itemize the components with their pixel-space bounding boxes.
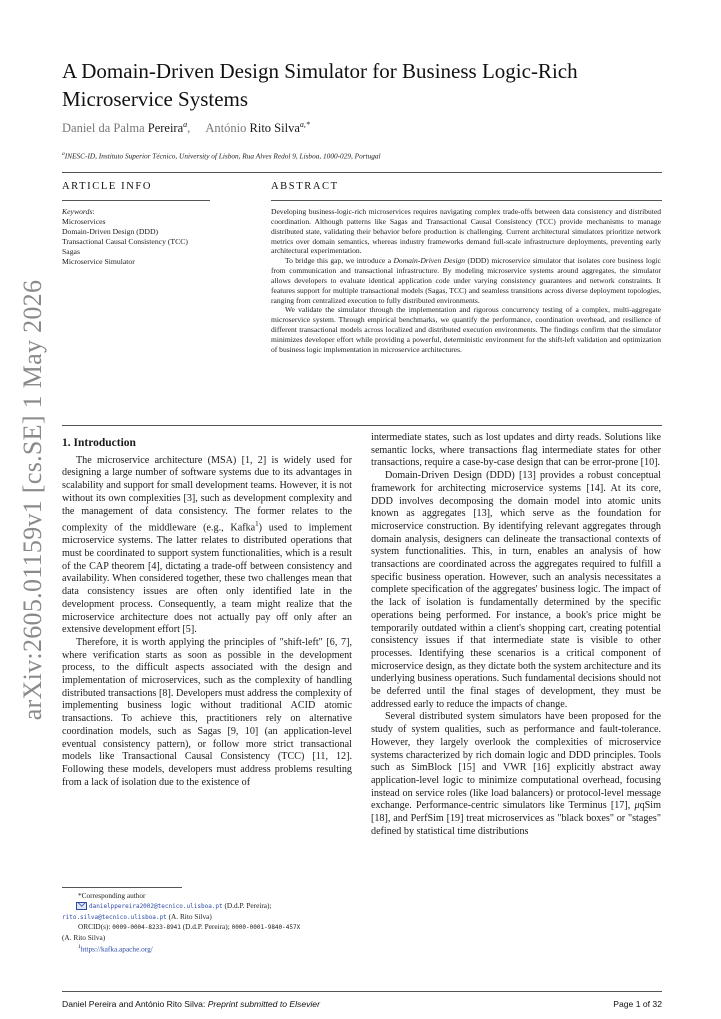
body-paragraph: intermediate states, such as lost updates and dirty reads. Solutions like semantic locks, where transactions flag intermediate states for other transactions, require a case-by-case design that can be error-prone [10]. xyxy=(371,432,661,469)
keyword: Microservice Simulator xyxy=(62,257,135,266)
abstract-paragraph: We validate the simulator through the implementation and rigorous concurrency testing of a complex, multi-aggregate microservice system. Through empirical benchmarks, we quantify the performance, coordination overhead, and resilience of different transactional models across localized and distributed execution environments. The findings confirm that the simulator minimizes developer effort while providing a powerful, deterministic environment for the shift-left validation and optimization of business logic implementation in microservice architectures. xyxy=(271,305,661,354)
left-column xyxy=(62,437,352,789)
email-line: rito.silva@tecnico.ulisboa.pt (A. Rito Silva) xyxy=(62,911,212,921)
body-paragraph: Domain-Driven Design (DDD) [13] provides a robust conceptual framework for architecting microservice systems [14]. At its core, DDD involves decomposing the domain model into atomic units known as aggregates [13], which serve as the foundation for microservice construction. By identifying relevant aggregates through domain analysis, designers can delineate the transactional contexts of system functionalities. This, in turn, enables an analysis of how transactions are coordinated across the aggregates required to fulfill a specific business operation. However, such an analysis necessitates a complete specification of the aggregates' business logic. The impact of the lack of isolation is fundamentally determined by the specific operations being performed. For instance, a book's price might be temporarily outdated within a client's shopping cart, creating potential consistency issues if that intermediate state is visible to other processes. Identifying these scenarios is a critical component of microservice design, as they dictate both the system architecture and its underlying business operations. Such fundamental decisions should not be deferred until the final stages of development, they must be addressed early to reduce the impacts of change. xyxy=(371,470,661,710)
divider xyxy=(271,200,662,201)
email-icon xyxy=(76,902,87,910)
footer-status: Preprint submitted to Elsevier xyxy=(207,999,320,1009)
footnote-1: $^1$https://kafka.apache.org/ xyxy=(78,943,153,954)
page-number: Page 1 of 32 xyxy=(613,999,662,1009)
right-column xyxy=(371,432,661,839)
email-link[interactable]: rito.silva@tecnico.ulisboa.pt xyxy=(62,913,167,921)
corresponding-author-note: *Corresponding author xyxy=(78,891,146,900)
keyword: Sagas xyxy=(62,247,80,256)
body-paragraph: Therefore, it is worth applying the principles of "shift-left" [6, 7], where verification starts as soon as possible in the development process, to the difficult aspects associated with the design and implementation of microservices, such as the complexity of handling distributed transactions [8]. Developers must address the complexity of implementing business logic without traditional ACID atomic transactions. To achieve this, practitioners rely on alternative coordination models, such as Sagas [9, 10] (an application-level eventual consistency pattern), or follow more strict transactional models like Transactional Causal Consistency (TCC) [11, 12]. Following these models, developers must address problems resulting from a lack of isolation due to the existence of xyxy=(62,636,352,788)
divider xyxy=(62,425,662,426)
keyword: Transactional Causal Consistency (TCC) xyxy=(62,237,188,246)
email-line: danielppereira2002@tecnico.ulisboa.pt (D.d.P. Pereira); xyxy=(62,901,352,912)
affiliation: $^a$INESC-ID, Instituto Superior Técnico, University of Lisbon, Rua Alves Redol 9, Lisboa, 1000-029, Portugal xyxy=(62,151,381,161)
footnote-rule xyxy=(62,887,182,888)
footer-rule xyxy=(62,991,662,992)
orcid-line: (A. Rito Silva) xyxy=(62,933,106,943)
abstract-heading: ABSTRACT xyxy=(271,181,339,192)
divider xyxy=(62,200,210,201)
keyword: Domain-Driven Design (DDD) xyxy=(62,227,159,236)
paper-title: A Domain-Driven Design Simulator for Business Logic-Rich Microservice Systems xyxy=(62,59,578,111)
abstract-paragraph: Developing business-logic-rich microservices requires navigating complex trade-offs between data consistency and distributed coordination. Although patterns like Sagas and Transactional Causal Consistency (TCC) provide mechanisms to manage distributed state, validating their behavior before production is challenging. Current architectural simulators prioritize network metrics over domain semantics, whereas industry frameworks demand full-scale infrastructure deployments, preventing early architectural experimentation. xyxy=(271,207,661,256)
abstract-paragraph: To bridge this gap, we introduce a Domain-Driven Design (DDD) microservice simulator that isolates core business logic from communication and transactional infrastructure. By modeling microservice systems around aggregates, the simulator allows developers to evaluate identical application code under varying consistency guarantees and network constraints. It features support for multiple transactional models (Sagas, TCC) and seamless transitions across diverse deployment topologies, ranging from centralized execution to fully distributed environments. xyxy=(271,256,661,305)
footer-authors: Daniel Pereira and António Rito Silva: xyxy=(62,999,208,1009)
author-list xyxy=(62,120,310,136)
author: António Rito Silva$^{a,*}$ xyxy=(205,120,310,136)
divider xyxy=(62,172,662,173)
section-heading: 1. Introduction xyxy=(62,437,136,449)
email-link[interactable]: danielppereira2002@tecnico.ulisboa.pt xyxy=(89,902,223,910)
author: Daniel da Palma Pereira$^a$, xyxy=(62,120,191,136)
arxiv-id: arXiv:2605.01159v1 [cs.SE] 1 May 2026 xyxy=(18,279,47,721)
footnote-link[interactable]: https://kafka.apache.org/ xyxy=(80,944,153,954)
arxiv-stamp xyxy=(8,280,58,720)
footnotes xyxy=(62,887,352,954)
keywords-block: Keywords: Microservices Domain-Driven Design (DDD) Transactional Causal Consistency (TCC) Sagas Microservice Simulator xyxy=(62,207,262,267)
article-info-heading: ARTICLE INFO xyxy=(62,181,153,192)
page-footer xyxy=(62,999,662,1009)
body-paragraph: Several distributed system simulators have been proposed for the study of system qualities, such as performance and fault-tolerance. However, they largely overlook the complexities of microservice systems characterized by rich domain logic and DDD principles. Tools such as SimBlock [15] and VWR [16] explicitly abstract away application-level logic to minimize computational overhead, focusing instead on service roles (like load balancers) or protocol-level message exchange. Performance-centric simulators like Terminus [17], μqSim [18], and PerfSim [19] treat microservices as "black boxes" or "stages" defined by statistical time distributions xyxy=(371,711,661,837)
orcid-line: ORCID(s): 0009-0004-8233-8941 (D.d.P. Pereira); 0000-0001-9840-457X xyxy=(78,922,301,932)
abstract-body xyxy=(271,207,661,355)
body-paragraph: The microservice architecture (MSA) [1, 2] is widely used for designing a large number of software systems due to its advantages in scalability and support for small development teams. However, it is not without its own complexities [3], such as development complexity and the management of data consistency. The former relates to the complexity of the middleware (e.g., Kafka$^1$) used to implement microservice systems. The latter relates to distributed operations that must be coordinated to support system functionalities, which is a result of the CAP theorem [4], dictating a trade-off between consistency and availability. When considered together, these two challenges mean that data consistency issues are often only identified late in the development process. Consequently, a team might realize that the microservice architecture does not actually pay off only after an extensive development effort [5]. xyxy=(62,454,352,636)
keyword: Microservices xyxy=(62,217,106,226)
